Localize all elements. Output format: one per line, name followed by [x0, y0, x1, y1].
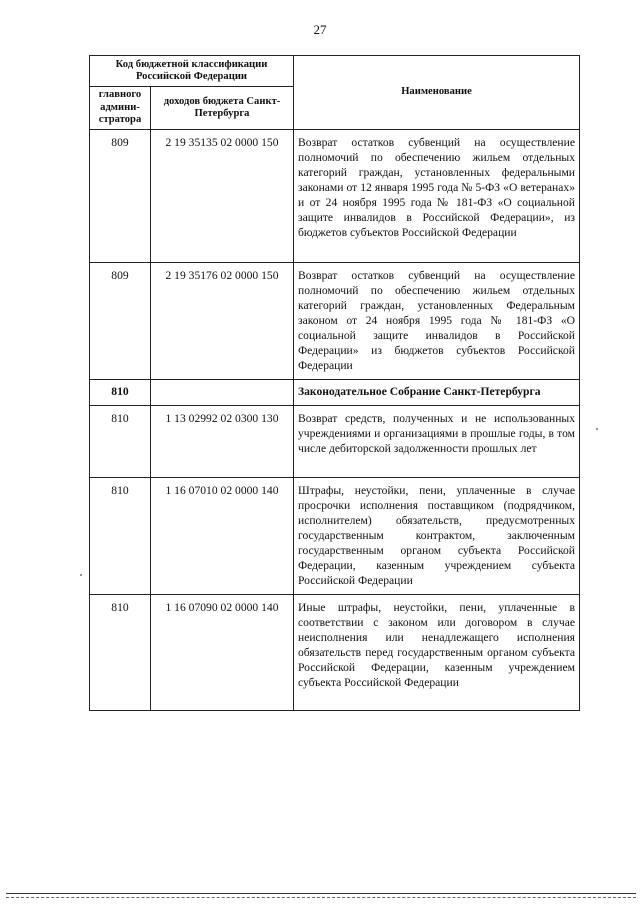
- scan-bottom-edge: [6, 893, 636, 894]
- name-cell: Штрафы, неустойки, пени, уплаченные в случае просрочки исполнения поставщиком (подрядчиком, исполнителем) обязательств, предусмотренных государственным контрактом, заключенным государственным органом субъекта Российской Федерации, казенным учреждением субъекта Российской Федерации: [294, 478, 580, 595]
- header-classification-code: Код бюджетной классификации Российской Федерации: [90, 56, 294, 87]
- scan-speck: [596, 428, 598, 430]
- budget-classification-table: [89, 55, 580, 711]
- header-budget-income: доходов бюджета Санкт-Петербурга: [151, 87, 294, 130]
- header-main-administrator: главного админи-стратора: [90, 87, 151, 130]
- name-cell: Возврат средств, полученных и не использованных учреждениями и организациями в прошлые годы, в том числе дебиторской задолженности прошлых лет: [294, 406, 580, 478]
- income-code-cell: [151, 380, 294, 406]
- header-name: Наименование: [294, 56, 580, 130]
- name-cell: Иные штрафы, неустойки, пени, уплаченные в соответствии с законом или договором в случае неисполнения или ненадлежащего исполнения обязательств перед государственным органом субъекта Российской Федерации, казенным учреждением субъекта Российской Федерации: [294, 595, 580, 711]
- admin-code-cell: 810: [90, 478, 151, 595]
- admin-code-cell: 809: [90, 130, 151, 263]
- section-title-cell: Законодательное Собрание Санкт-Петербурга: [294, 380, 580, 406]
- admin-code-cell: 809: [90, 263, 151, 380]
- income-code-cell: 1 16 07090 02 0000 140: [151, 595, 294, 711]
- income-code-cell: 2 19 35176 02 0000 150: [151, 263, 294, 380]
- scan-speck: [80, 574, 82, 576]
- table-row: [90, 595, 580, 711]
- income-code-cell: 1 16 07010 02 0000 140: [151, 478, 294, 595]
- income-code-cell: 2 19 35135 02 0000 150: [151, 130, 294, 263]
- table-row: [90, 263, 580, 380]
- name-cell: Возврат остатков субвенций на осуществление полномочий по обеспечению жильем отдельных категорий граждан, установленных Федеральным законом от 24 ноября 1995 года № 181-ФЗ «О социальной защите инвалидов в Российской Федерации» из бюджетов субъектов Российской Федерации: [294, 263, 580, 380]
- table-row-section: [90, 380, 580, 406]
- table-header: [90, 56, 580, 130]
- table-row: [90, 478, 580, 595]
- admin-code-cell: 810: [90, 380, 151, 406]
- page-number: 27: [313, 22, 327, 37]
- admin-code-cell: 810: [90, 595, 151, 711]
- table-row: [90, 406, 580, 478]
- income-code-cell: 1 13 02992 02 0300 130: [151, 406, 294, 478]
- scan-bottom-edge-shadow: [6, 897, 636, 898]
- admin-code-cell: 810: [90, 406, 151, 478]
- table-row: [90, 130, 580, 263]
- name-cell: Возврат остатков субвенций на осуществление полномочий по обеспечению жильем отдельных категорий граждан, установленных федеральными законами от 12 января 1995 года № 5-ФЗ «О ветеранах» и от 24 ноября 1995 года № 181-ФЗ «О социальной защите инвалидов в Российской Федерации», из бюджетов субъектов Российской Федерации: [294, 130, 580, 263]
